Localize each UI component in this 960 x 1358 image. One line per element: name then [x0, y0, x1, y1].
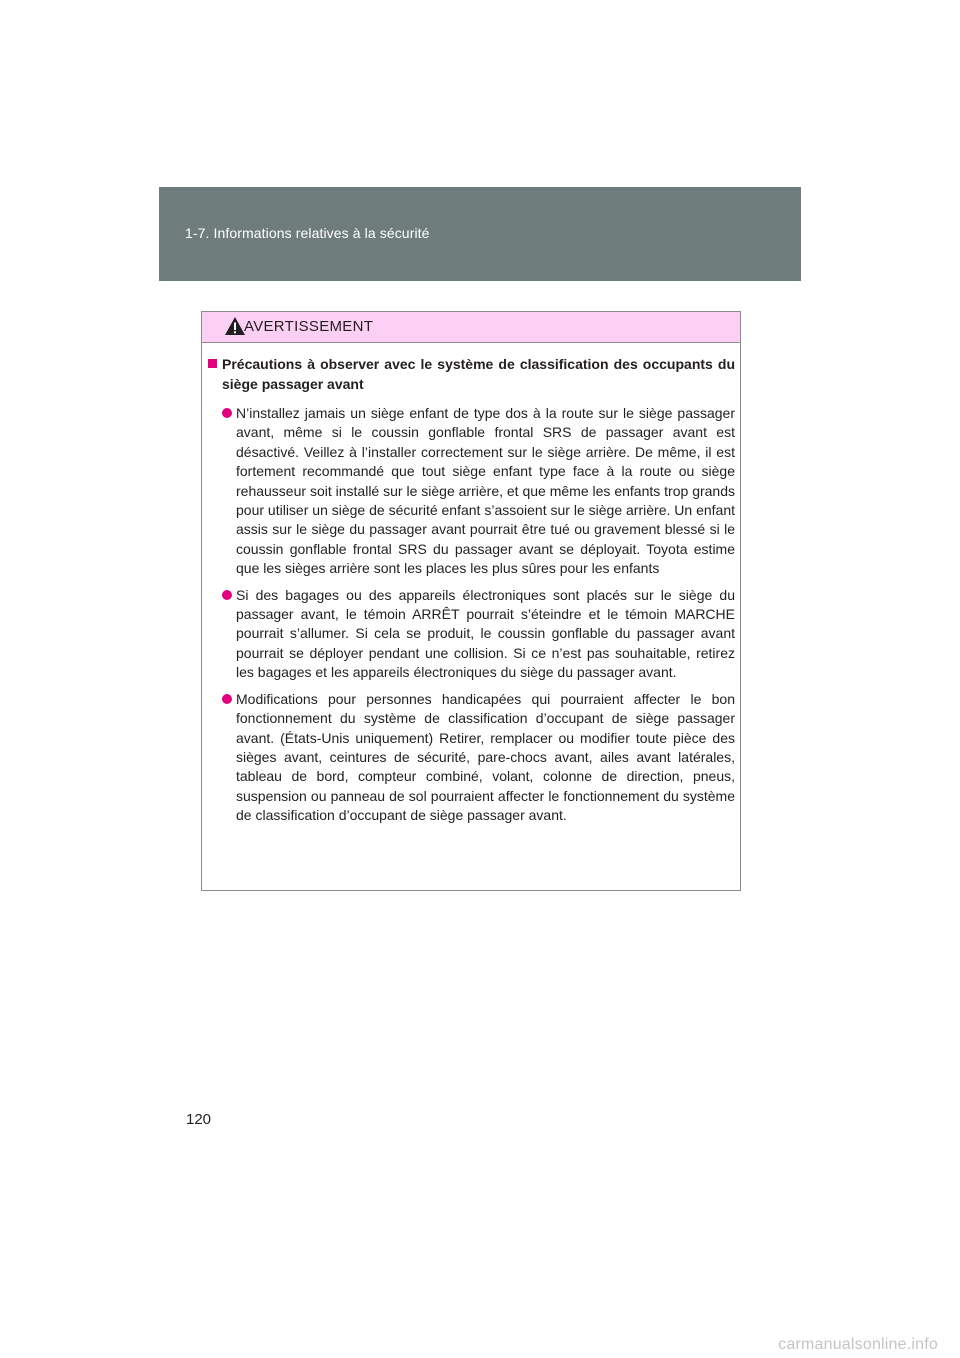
square-bullet-icon [208, 359, 217, 368]
list-item-text: Si des bagages ou des appareils électroniques sont placés sur le siège du passager avant, le témoin ARRÊT pourrait s’éteindre et le témoin MARCHE pourrait s’allumer. Si cela se produit, le coussin gonflable du passager avant pourrait se déployer pendant une collision. Si ce n’est pas souhaitable, retirez les bagages et les appareils électroniques du siège du passager avant. [236, 586, 735, 681]
warning-header [202, 312, 740, 343]
circle-bullet-icon [222, 590, 232, 600]
list-item [222, 690, 735, 826]
bullet-list [208, 404, 735, 826]
list-item [222, 586, 735, 683]
section-title: 1-7. Informations relatives à la sécurité [185, 225, 430, 241]
list-item-text: N’installez jamais un siège enfant de type dos à la route sur le siège passager avant, même si le coussin gonflable frontal SRS de passager avant est désactivé. Veillez à l’installer correctement sur le siège arrière. De même, il est fortement recommandé que tout siège enfant type face à la route ou siège rehausseur soit installé sur le siège arrière, et que même les enfants trop grands pour utiliser un siège de sécurité enfant s’assoient sur le siège arrière. Un enfant assis sur le siège du passager avant pourrait être tué ou gravement blessé si le coussin gonflable frontal SRS du passager avant se déployait. Toyota estime que les sièges arrière sont les places les plus sûres pour les enfants [236, 405, 735, 577]
warning-triangle-icon [224, 316, 246, 336]
chapter-header-band [159, 187, 801, 281]
circle-bullet-icon [222, 408, 232, 418]
page-number: 120 [186, 1111, 212, 1128]
warning-title: AVERTISSEMENT [244, 318, 374, 335]
list-item [222, 404, 735, 579]
section-heading [208, 354, 735, 394]
warning-box [201, 311, 741, 891]
circle-bullet-icon [222, 694, 232, 704]
watermark: carmanualsonline.info [778, 1336, 938, 1353]
warning-content [202, 343, 740, 826]
list-item-text: Modifications pour personnes handicapées qui pourraient affecter le bon fonctionnement du système de classification d’occupant de siège passager avant. (États-Unis uniquement) Retirer, remplacer ou modifier toute pièce des sièges avant, ceintures de sécurité, pare-chocs avant, ailes avant latérales, tableau de bord, compteur combiné, volant, colonne de direction, pneus, suspension ou panneau de sol pourraient affecter le fonctionnement du système de classification d’occupant de siège passager avant. [236, 690, 735, 824]
section-heading-text: Précautions à observer avec le système de classification des occupants du siège passager avant [222, 356, 735, 392]
